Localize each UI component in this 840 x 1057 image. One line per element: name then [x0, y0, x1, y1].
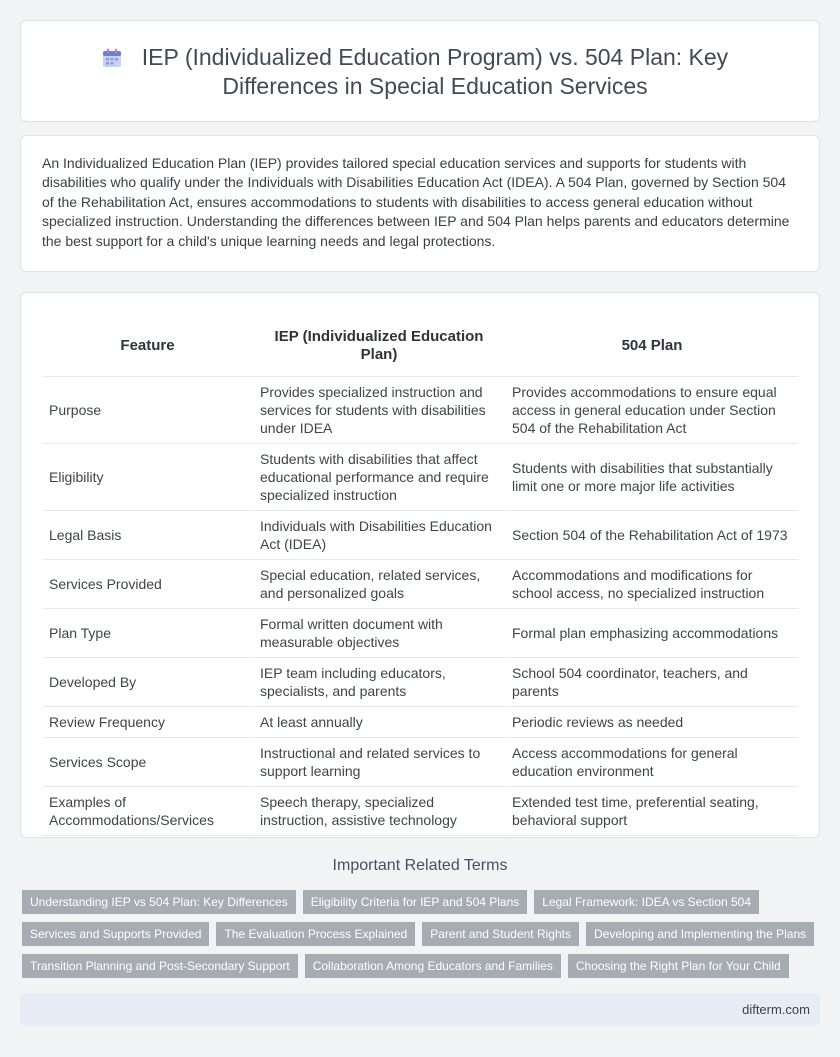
- comparison-table: [43, 315, 798, 836]
- iep-cell: Students with disabilities that affect educational performance and require specialized instruction: [252, 444, 504, 511]
- 504-cell: Formal plan emphasizing accommodations: [504, 609, 798, 658]
- feature-cell: Services Scope: [43, 738, 252, 787]
- related-term-link[interactable]: Transition Planning and Post-Secondary Support: [22, 954, 298, 978]
- table-row: [43, 444, 798, 511]
- table-row: [43, 738, 798, 787]
- feature-cell: Review Frequency: [43, 707, 252, 738]
- iep-cell: IEP team including educators, specialists, and parents: [252, 658, 504, 707]
- table-row: [43, 787, 798, 836]
- 504-cell: Periodic reviews as needed: [504, 707, 798, 738]
- table-row: [43, 658, 798, 707]
- 504-cell: School 504 coordinator, teachers, and parents: [504, 658, 798, 707]
- header-card: [20, 20, 820, 122]
- header-feature: Feature: [43, 315, 252, 377]
- related-term-link[interactable]: Services and Supports Provided: [22, 922, 209, 946]
- iep-cell: Instructional and related services to support learning: [252, 738, 504, 787]
- 504-cell: Provides accommodations to ensure equal access in general education under Section 504 of the Rehabilitation Act: [504, 377, 798, 444]
- table-row: [43, 609, 798, 658]
- feature-cell: Eligibility: [43, 444, 252, 511]
- feature-cell: Legal Basis: [43, 511, 252, 560]
- feature-cell: Services Provided: [43, 560, 252, 609]
- intro-card: [20, 135, 820, 272]
- related-term-link[interactable]: Legal Framework: IDEA vs Section 504: [534, 890, 759, 914]
- related-term-link[interactable]: Eligibility Criteria for IEP and 504 Plans: [303, 890, 528, 914]
- footer-site-link[interactable]: difterm.com: [742, 1002, 810, 1017]
- tag-row: [22, 922, 822, 946]
- tag-row: [22, 890, 822, 914]
- 504-cell: Accommodations and modifications for school access, no specialized instruction: [504, 560, 798, 609]
- iep-cell: At least annually: [252, 707, 504, 738]
- table-row: [43, 511, 798, 560]
- related-terms-list: [22, 890, 822, 986]
- related-terms-title: Important Related Terms: [332, 857, 508, 874]
- 504-cell: Students with disabilities that substantially limit one or more major life activities: [504, 444, 798, 511]
- 504-cell: Section 504 of the Rehabilitation Act of 1973: [504, 511, 798, 560]
- related-term-link[interactable]: The Evaluation Process Explained: [216, 922, 415, 946]
- feature-cell: Plan Type: [43, 609, 252, 658]
- 504-cell: Extended test time, preferential seating, behavioral support: [504, 787, 798, 836]
- tag-row: [22, 954, 822, 978]
- feature-cell: Purpose: [43, 377, 252, 444]
- iep-cell: Special education, related services, and personalized goals: [252, 560, 504, 609]
- 504-cell: Access accommodations for general education environment: [504, 738, 798, 787]
- related-term-link[interactable]: Parent and Student Rights: [422, 922, 579, 946]
- footer: [20, 993, 820, 1026]
- table-row: [43, 707, 798, 738]
- table-row: [43, 560, 798, 609]
- iep-cell: Provides specialized instruction and services for students with disabilities under IDEA: [252, 377, 504, 444]
- iep-cell: Speech therapy, specialized instruction, assistive technology: [252, 787, 504, 836]
- header-iep: IEP (Individualized Education Plan): [252, 315, 504, 377]
- iep-cell: Formal written document with measurable objectives: [252, 609, 504, 658]
- iep-cell: Individuals with Disabilities Education Act (IDEA): [252, 511, 504, 560]
- page-title: IEP (Individualized Education Program) vs. 504 Plan: Key Differences in Special Education Services: [141, 44, 729, 99]
- intro-paragraph: An Individualized Education Plan (IEP) provides tailored special education services and supports for students with disabilities who qualify under the Individuals with Disabilities Education Act (IDEA). A 504 Plan, governed by Section 504 of the Rehabilitation Act, ensures accommodations to students with disabilities to access general education without specialized instruction. Understanding the differences between IEP and 504 Plan helps parents and educators determine the best support for a child's unique learning needs and legal protections.: [42, 155, 790, 249]
- related-term-link[interactable]: Developing and Implementing the Plans: [586, 922, 814, 946]
- related-term-link[interactable]: Collaboration Among Educators and Families: [305, 954, 561, 978]
- table-header-row: [43, 315, 798, 377]
- related-term-link[interactable]: Choosing the Right Plan for Your Child: [568, 954, 789, 978]
- related-term-link[interactable]: Understanding IEP vs 504 Plan: Key Differences: [22, 890, 296, 914]
- feature-cell: Examples of Accommodations/Services: [43, 787, 252, 836]
- comparison-table-card: [20, 292, 820, 838]
- header-504: 504 Plan: [504, 315, 798, 377]
- feature-cell: Developed By: [43, 658, 252, 707]
- table-row: [43, 377, 798, 444]
